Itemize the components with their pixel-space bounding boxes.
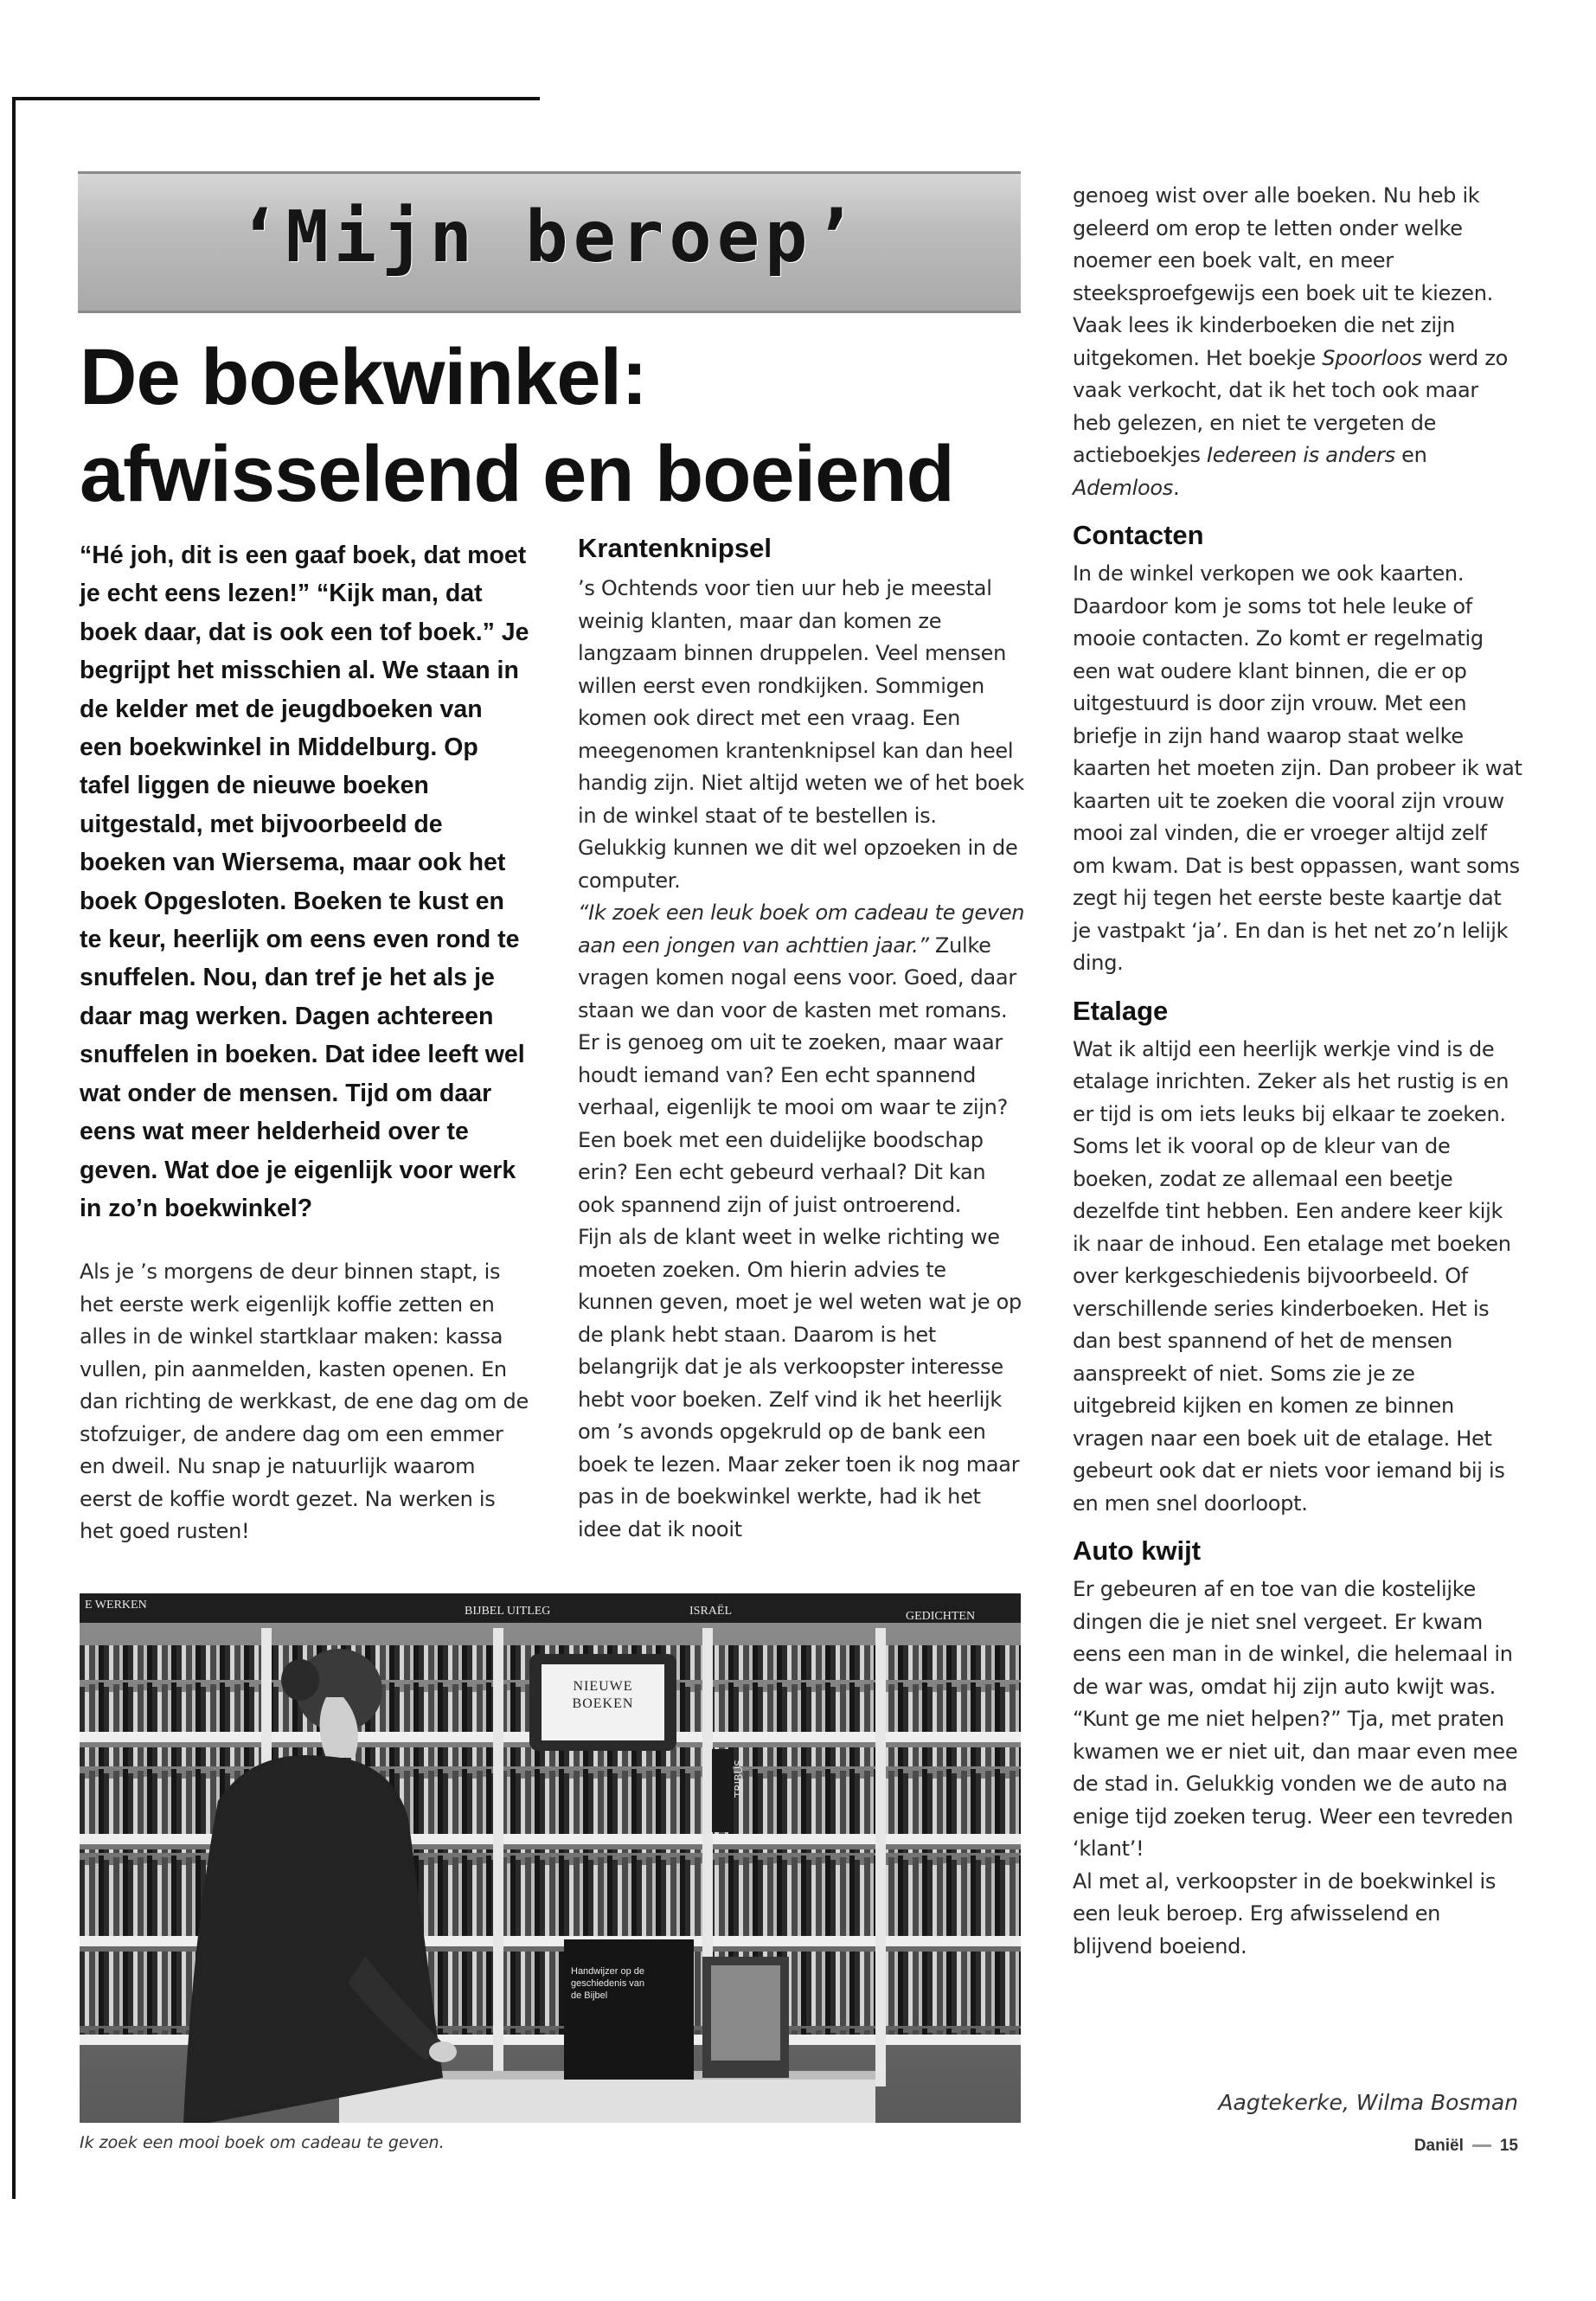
featured-book bbox=[564, 1939, 789, 2080]
corner-rule-vertical bbox=[12, 97, 16, 2199]
corner-rule-horizontal bbox=[12, 97, 540, 100]
column-3 bbox=[1073, 180, 1522, 1963]
heading-krantenknipsel: Krantenknipsel bbox=[578, 533, 772, 563]
text-run: genoeg wist over alle boeken. Nu heb ik geleerd om erop te letten onder welke noemer een boek valt, en meer steeksproefgewijs een boek uit te kiezen. Vaak lees ik kinderboeken die net zijn uitgekomen. Het boekje bbox=[1073, 183, 1493, 370]
book-title-spoorloos: Spoorloos bbox=[1322, 345, 1422, 370]
krantenknipsel-paragraph-3: Fijn als de klant weet in welke richting we moeten zoeken. Om hierin advies te kunnen geven, moet je wel weten wat je op de plank hebt staan. Daarom is het belangrijk dat je als verkoopster interesse hebt voor boeken. Zelf vind ik het heerlijk om ’s avonds opgekruld op de bank een boek te lezen. Maar zeker toen ik nog maar pas in de boekwinkel werkte, had ik het idee dat ik nooit bbox=[578, 1225, 1022, 1541]
shelf-sign-4: GEDICHTEN bbox=[906, 1610, 976, 1623]
col1-body-paragraph: Als je ’s morgens de deur binnen stapt, is het eerste werk eigenlijk koffie zetten en alles in de winkel startklaar maken: kassa vullen, pin aanmelden, kasten openen. En dan richting de werkkast, de ene dag om de stofzuiger, de andere dag om een emmer en dweil. Nu snap je natuurlijk waarom eerst de koffie wordt gezet. Na werken is het goed rusten! bbox=[80, 1259, 529, 1543]
book-spine-label: TRIBUS bbox=[733, 1759, 745, 1798]
page-footer bbox=[1332, 2137, 1518, 2156]
bookstore-photo bbox=[80, 1593, 1021, 2123]
text-run: . bbox=[1172, 475, 1180, 500]
new-books-sign-text: NIEUWE BOEKEN bbox=[572, 1679, 634, 1711]
bookstore-photo-illustration bbox=[80, 1593, 1021, 2123]
article-headline bbox=[80, 329, 1022, 522]
shelf-sign-2: BIJBEL UITLEG bbox=[465, 1605, 551, 1618]
headline-line-1: De boekwinkel: bbox=[80, 333, 647, 421]
section-banner bbox=[78, 171, 1021, 313]
auto-kwijt-paragraph-2: Al met al, verkoopster in de boekwinkel is een leuk beroep. Erg afwisselend en blijvend boeiend. bbox=[1073, 1868, 1497, 1958]
krantenknipsel-paragraph-1: ’s Ochtends voor tien uur heb je meestal weinig klanten, maar dan komen ze langzaam binnen druppelen. Veel mensen willen eerst even rondkijken. Sommigen komen ook direct met een vraag. Een meegenomen krantenknipsel kan dan heel handig zijn. Niet altijd weten we of het boek in de winkel staat of te bestellen is. Gelukkig kunnen we dit wel opzoeken in de computer. bbox=[578, 576, 1025, 893]
contacten-paragraph: In de winkel verkopen we ook kaarten. Daardoor kom je soms tot hele leuke of mooie contacten. Zo komt er regelmatig een wat oudere klant binnen, die er op uitgestuurd is door zijn vrouw. Met een briefje in zijn hand waarop staat welke kaarten het moeten zijn. Dan probeer ik wat kaarten uit te zoeken die vooral zijn vrouw mooi zal vinden, die er vroeger altijd zelf om kwam. Dat is best oppassen, want soms zegt hij tegen het eerste beste kaartje dat je vastpakt ‘ja’. En dan is het net zo’n lelijk ding. bbox=[1073, 561, 1522, 975]
krantenknipsel-paragraph-2-rest: Zulke vragen komen nogal eens voor. Goed, daar staan we dan voor de kasten met romans. Er is genoeg om uit te zoeken, maar waar houdt iemand van? Een echt spannend verhaal, eigenlijk te mooi om waar te zijn? Een boek met een duidelijke boodschap erin? Een echt gebeurd verhaal? Dit kan ook spannend zijn of juist ontroerend. bbox=[578, 933, 1016, 1217]
shelf-sign-3: ISRAËL bbox=[689, 1605, 732, 1618]
author-signature: Aagtekerke, Wilma Bosman bbox=[1218, 2090, 1518, 2115]
photo-caption: Ik zoek een mooi boek om cadeau te geven. bbox=[80, 2133, 445, 2152]
page-number: 15 bbox=[1499, 2137, 1518, 2155]
intro-paragraph: “Hé joh, dit is een gaaf boek, dat moet je echt eens lezen!” “Kijk man, dat boek daar, dat is ook een tof boek.” Je begrijpt het misschien al. We staan in de kelder met de jeugdboeken van een boekwinkel in Middelburg. Op tafel liggen de nieuwe boeken uitgestald, met bijvoorbeeld de boeken van Wiersema, maar ook het boek Opgesloten. Boeken te kust en te keur, heerlijk om eens even rond te snuffelen. Nou, dan tref je het als je daar mag werken. Dagen achtereen snuffelen in boeken. Dat idee leeft wel wat onder de mensen. Tijd om daar eens wat meer helderheid over te geven. Wat doe je eigenlijk voor werk in zo’n boekwinkel? bbox=[80, 542, 529, 1222]
book-title-iedereen-is-anders: Iedereen is anders bbox=[1207, 443, 1395, 467]
heading-etalage: Etalage bbox=[1073, 995, 1169, 1026]
text-run: en bbox=[1394, 443, 1427, 467]
featured-book-title: Handwijzer op de geschiedenis van de Bijbel bbox=[571, 1966, 645, 2001]
col3-continuation-paragraph bbox=[1073, 180, 1522, 504]
auto-kwijt-paragraph-1: Er gebeuren af en toe van die kostelijke dingen die je niet snel vergeet. Er kwam eens een man in de winkel, die helemaal in de war was, omdat hij zijn auto kwijt was. “Kunt ge me niet helpen?” Tja, met praten kwamen we er niet uit, dan maar even mee de stad in. Gelukkig vonden we de auto na enige tijd zoeken terug. Weer een tevreden ‘klant’! bbox=[1073, 1577, 1518, 1861]
krantenknipsel-paragraph-2 bbox=[578, 897, 1028, 1221]
heading-contacten: Contacten bbox=[1073, 520, 1204, 550]
heading-auto-kwijt: Auto kwijt bbox=[1073, 1535, 1202, 1566]
footer-separator bbox=[1472, 2144, 1491, 2147]
magazine-name: Daniël bbox=[1413, 2137, 1464, 2155]
section-krantenknipsel bbox=[578, 529, 1028, 1546]
banner-title: ‘Mijn beroep’ bbox=[238, 196, 861, 279]
headline-line-2: afwisselend en boeiend bbox=[80, 430, 954, 518]
shelf-sign-1: E WERKEN bbox=[85, 1599, 147, 1612]
text-run: werd zo vaak verkocht, dat ik het toch ook maar heb gelezen, en niet te vergeten de actieboekjes bbox=[1073, 345, 1508, 467]
new-books-sign bbox=[529, 1654, 676, 1751]
customer-quote: “Ik zoek een leuk boek om cadeau te geven aan een jongen van achttien jaar.” bbox=[578, 901, 1025, 958]
etalage-paragraph: Wat ik altijd een heerlijk werkje vind is de etalage inrichten. Zeker als het rustig is en er tijd is om iets leuks bij elkaar te zoeken. Soms let ik vooral op de kleur van de boeken, zodat ze allemaal een beetje dezelfde tint hebben. Een andere keer kijk ik naar de inhoud. Een etalage met boeken over kerkgeschiedenis bijvoorbeeld. Of verschillende series kinderboeken. Het is dan best spannend of het de mensen aanspreekt of niet. Soms zie je ze uitgebreid kijken en komen ze binnen vragen naar een boek uit de etalage. Het gebeurt ook dat er niets voor iemand bij is en men snel doorloopt. bbox=[1073, 1036, 1511, 1516]
book-title-ademloos: Ademloos bbox=[1073, 475, 1173, 500]
